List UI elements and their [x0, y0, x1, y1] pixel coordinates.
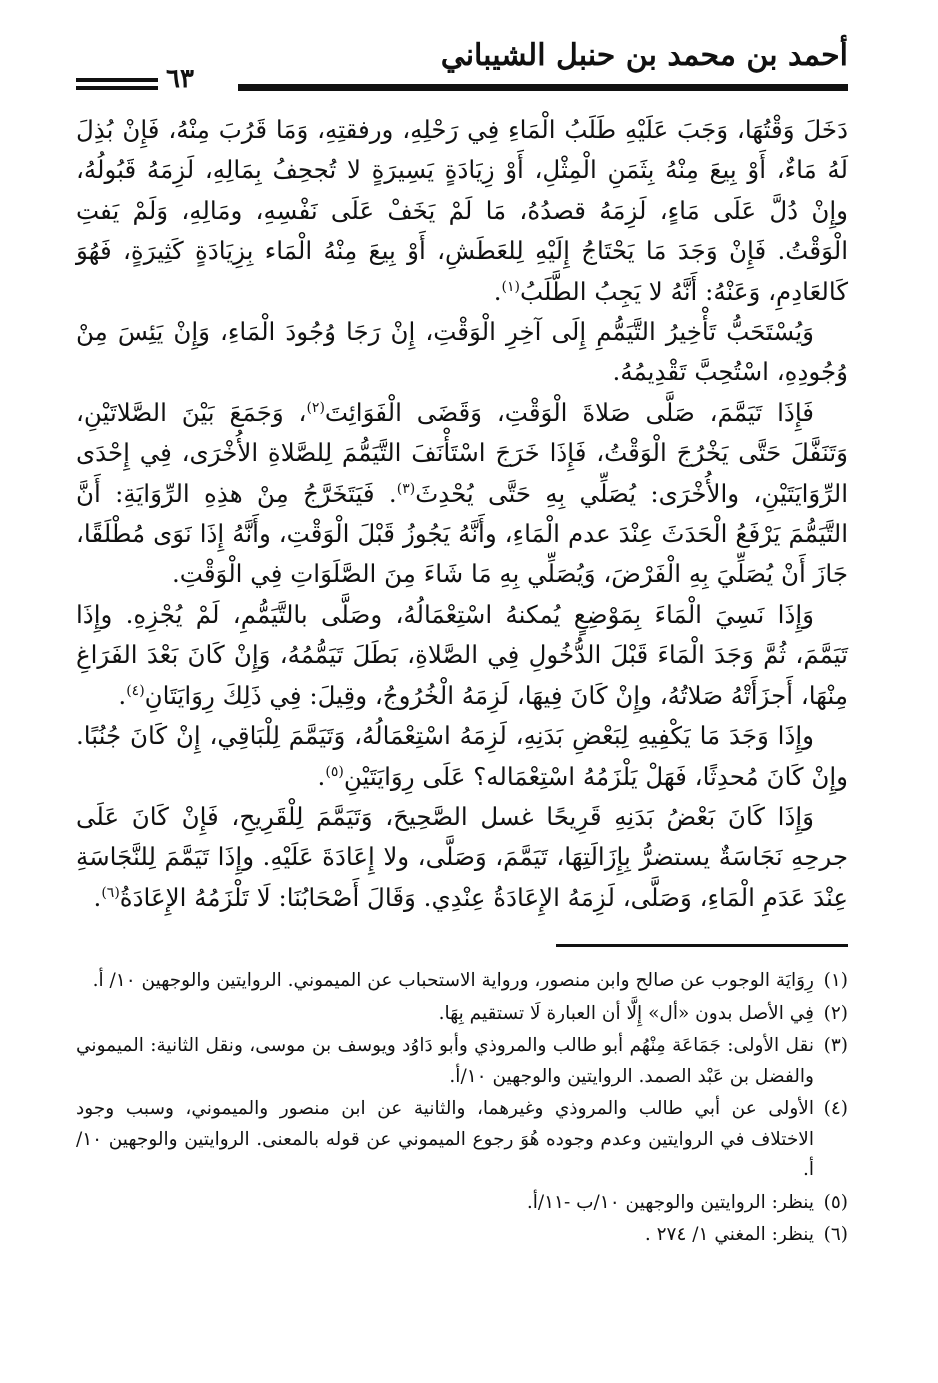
paragraph-text: . فَيَتَخَرَّجُ مِنْ هذِهِ الرِّوَايَةِ: أَنَّ التَّيَمُّمَ يَرْفَعُ الْحَدَثَ عِنْدَ عدم الْمَاءِ، وأَنَّهُ يَجُوزُ قَبْلَ الْوَقْتِ، وأَنَّهُ إِذَا نَوَى مُطْلَقًا، جَازَ أَنْ يُصَلِّيَ بِهِ الْفَرْضَ، وَيُصَلِّي بِهِ مَا شَاءَ مِنَ الصَّلَوَاتِ فِي الْوَقْتِ. [76, 478, 848, 589]
paragraph-text: دَخَلَ وَقْتُهَا، وَجَبَ عَلَيْهِ طَلَبُ الْمَاءِ فِي رَحْلِهِ، ورفقتِهِ، وَمَا قَرُبَ مِنْهُ، فَإِنْ بُذِلَ لَهُ مَاءٌ، أَوْ بِيعَ مِنْهُ بِثَمَنِ الْمِثْلِ، أَوْ زِيَادَةٍ يَسِيرَةٍ لا تُجحِفُ بِمَالِهِ، لَزِمَهُ قَبُولُهُ، وإِنْ دُلَّ عَلَى مَاءٍ، لَزِمَهُ قصدُهُ، مَا لَمْ يَخَفْ عَلَى نَفْسِهِ، ومَالِهِ، وَلَمْ يَفتِ الْوَقْتُ. فَإِنْ وَجَدَ مَا يَحْتَاجُ إِلَيْهِ لِلعَطَشِ، أَوْ بِيعَ مِنْهُ الْمَاء بِزِيَادَةٍ كَثِيرَةٍ، فَهُوَ كَالعَادِمِ، وَعَنْهُ: أَنَّهُ لا يَجِبُ الطَّلَبُ [76, 115, 848, 306]
page-header [76, 34, 848, 98]
footnote-ref: (١) [501, 278, 520, 295]
footnote-text: نقل الأولى: جَمَاعَة مِنْهُم أبو طالب والمروذي وأبو دَاوُد ويوسف بن موسى، ونقل الثانية: الميموني والفضل بن عَبْد الصمد. الروايتين والوجهين ١٠/أ. [76, 1035, 814, 1087]
paragraph-tail: . [493, 276, 502, 306]
footnote-number: (١) [823, 970, 848, 991]
paragraph [76, 110, 848, 312]
footnote-text: ينظر: المغني ١/ ٢٧٤ . [644, 1224, 814, 1245]
paragraph-tail: . [93, 882, 102, 912]
footnote-text: ينظر: الروايتين والوجهين ١٠/ب -١١/أ. [526, 1191, 814, 1213]
footnote-text: الأولى عن أبي طالب والمروذي وغيرهما، والثانية عن ابن منصور والميموني، وسبب وجود الاختلاف في الروايتين وعدم وجوده هُوَ رجوع الميموني عن قوله بالمعنى. الروايتين والوجهين ١٠/أ. [76, 1098, 814, 1180]
footnote [76, 1094, 848, 1186]
footnote-number: (٤) [823, 1098, 848, 1119]
footnote-ref: (٤) [126, 682, 145, 699]
footnotes [76, 966, 848, 1253]
footnote-ref: (٢) [306, 399, 325, 416]
footnote [76, 999, 848, 1030]
paragraph-text: ، وَجَمَعَ بَيْنَ الصَّلاتَيْنِ، وَتَنَفَّلَ حَتَّى يَخْرُجَ الْوَقْتُ، فَإِذَا خَرَجَ اسْتَأْنَفَ التَّيَمُّمَ لِلصَّلاةِ الأُخْرَى، فِي إِحْدَى الرِّوَايَتَيْنِ، والأُخْرَى: يُصَلِّي بِهِ حَتَّى يُحْدِثَ [76, 397, 848, 508]
footnote-number: (٦) [823, 1224, 848, 1245]
footnote-number: (٥) [823, 1191, 848, 1213]
header-double-rule [76, 78, 158, 94]
footnote [76, 966, 848, 997]
paragraph-text: وَإِذَا نَسِيَ الْمَاءَ بِمَوْضِعٍ يُمكنهُ اسْتِعْمَالُهُ، وصَلَّى بالتَّيَمُّمِ، لَمْ يُجْزِهِ. وإِذَا تَيَمَّمَ، ثُمَّ وَجَدَ الْمَاءَ قَبْلَ الدُّخُولِ فِي الصَّلاةِ، بَطَلَ تَيَمُّمُهُ، وَإِنْ كَانَ بَعْدَ الفَرَاغِ مِنْهَا، أَجزَأَتْهُ صَلاتُهُ، وإِنْ كَانَ فِيهَا، لَزِمَهُ الْخُرُوجُ، وقِيلَ: فِي ذَلِكَ رِوَايَتَانِ [76, 599, 848, 710]
footnote-ref: (٥) [325, 763, 344, 780]
footnote-number: (٢) [823, 1002, 848, 1024]
footnote [76, 1220, 848, 1251]
paragraph-tail: . [118, 680, 127, 710]
paragraph [76, 393, 848, 595]
footnote [76, 1188, 848, 1219]
footnote-text: فِي الأصل بدون «أل» إِلَّا أن العبارة لَا تستقيم بِهَا. [438, 1002, 814, 1024]
paragraph-tail: . [317, 761, 326, 791]
paragraph [76, 595, 848, 716]
rule-line [76, 78, 158, 82]
page-number: ٦٣ [166, 64, 194, 94]
paragraph-text: وَيُسْتَحَبُّ تَأْخِيرُ التَّيَمُّمِ إِلَى آخِرِ الْوَقْتِ، إِنْ رَجَا وُجُودَ الْمَاءِ، وَإِنْ يَئِسَ مِنْ وُجُودِهِ، اسْتُحِبَّ تَقْدِيمُهُ. [76, 317, 848, 387]
footnote-separator [556, 944, 848, 947]
footnote-text: رِوَايَة الوجوب عن صالح وابن منصور، ورواية الاستحباب عن الميموني. الروايتين والوجهين ١٠/ أ. [92, 970, 814, 991]
paragraph-text: وإِذَا وَجَدَ مَا يَكْفِيهِ لِبَعْضِ بَدَنِهِ، لَزِمَهُ اسْتِعْمَالُهُ، وَتَيَمَّمَ لِلْبَاقِي، إِنْ كَانَ جُنُبًا. وإِنْ كَانَ مُحدِثًا، فَهَلْ يَلْزَمُهُ اسْتِعْمَاله؟ عَلَى رِوَايَتَيْنِ [76, 721, 848, 791]
footnote-ref: (٦) [101, 884, 120, 901]
paragraph-text: وَإِذَا كَانَ بَعْضُ بَدَنِهِ قَرِيحًا غسل الصَّحِيحَ، وَتَيَمَّمَ لِلْقَرِيحِ، فَإِنْ كَانَ عَلَى جرحِهِ نَجَاسَةٌ يستضرُّ بِإِزَالَتِهَا، تَيَمَّمَ، وَصَلَّى، ولا إِعَادَةَ عَلَيْهِ. وإِذَا تَيَمَّمَ لِلنَّجَاسَةِ عِنْدَ عَدَمِ الْمَاءِ، وَصَلَّى، لَزِمَهُ الإِعَادَةُ عِنْدِي. وَقَالَ أَصْحَابُنَا: لَا تَلْزَمُهُ الإِعَادَةُ [76, 801, 848, 912]
paragraph [76, 797, 848, 918]
paragraph [76, 312, 848, 393]
rule-line [76, 86, 158, 90]
running-title: أحمد بن محمد بن حنبل الشيباني [440, 38, 848, 73]
footnote-number: (٣) [823, 1035, 848, 1056]
paragraph-text: فَإِذَا تَيَمَّمَ، صَلَّى صَلاةَ الْوَقْتِ، وَقَضَى الْفَوَائِتَ [324, 397, 814, 427]
paragraph [76, 716, 848, 797]
header-rule [238, 84, 848, 91]
main-text [76, 110, 848, 918]
footnote-ref: (٣) [396, 480, 416, 497]
footnote [76, 1031, 848, 1092]
